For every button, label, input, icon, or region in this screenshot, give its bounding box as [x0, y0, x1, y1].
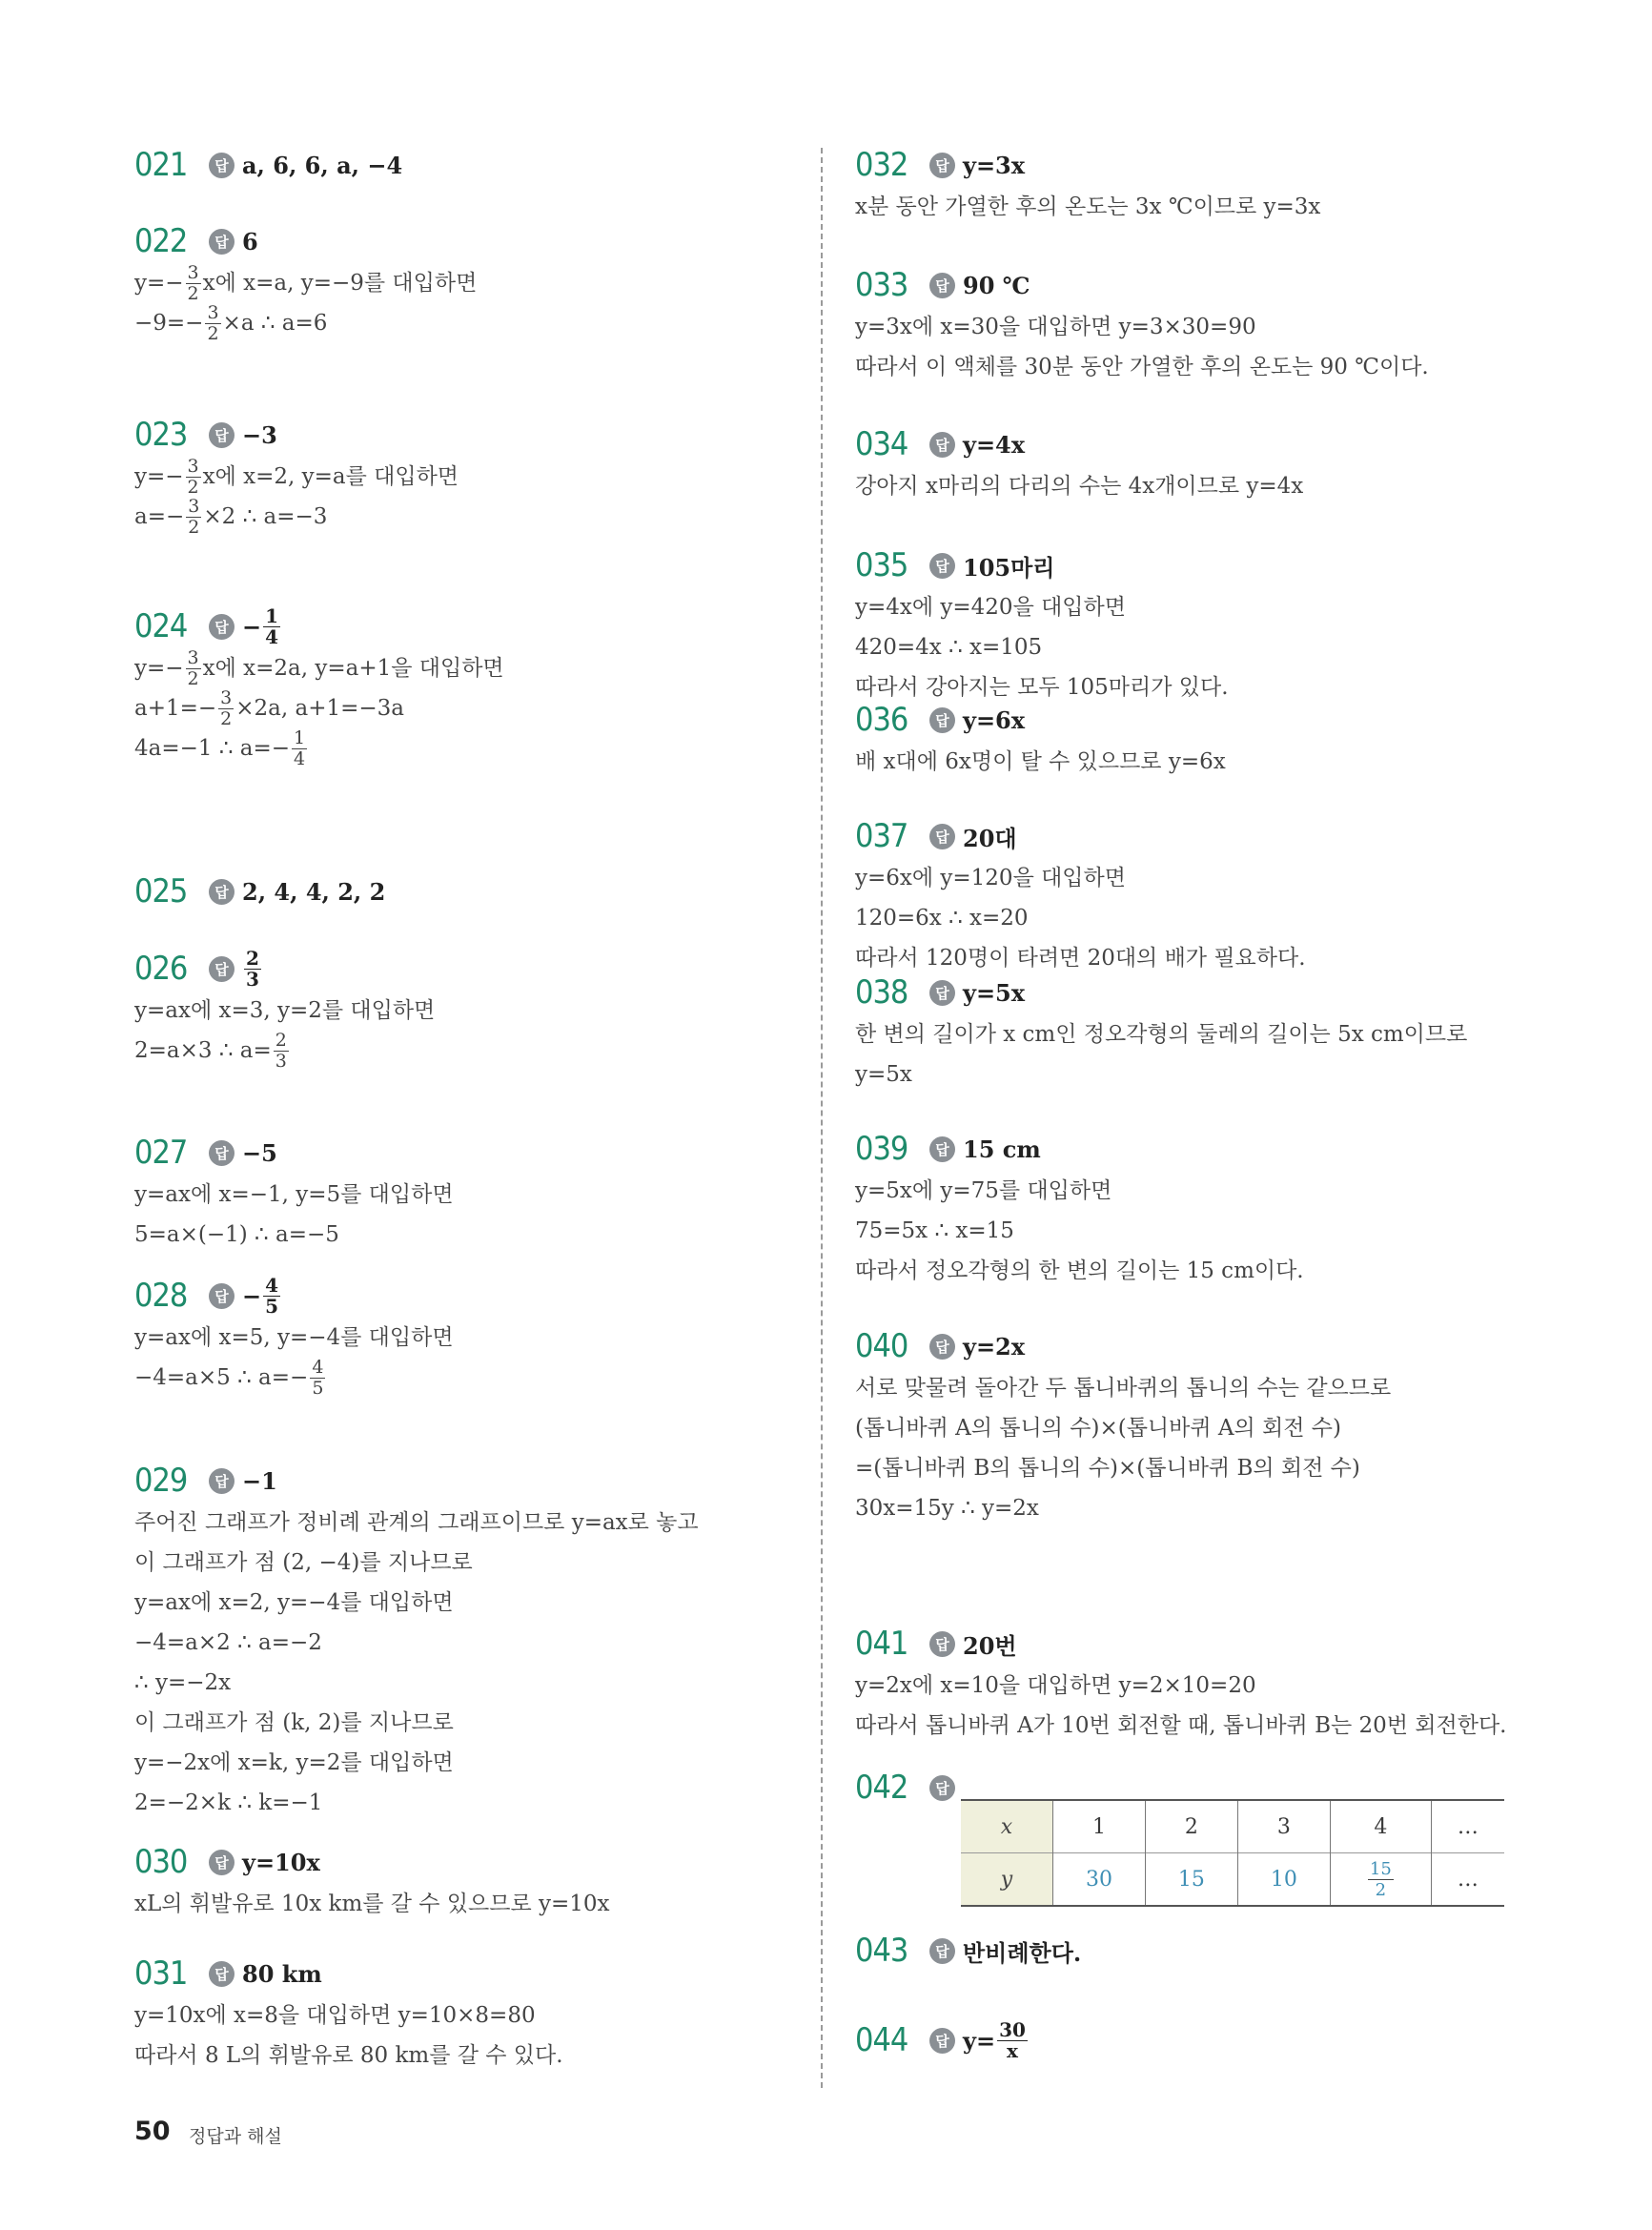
problem-header [855, 1622, 1506, 1666]
answer: 105마리 [963, 553, 1055, 582]
table-cell: 30 [1053, 1853, 1146, 1907]
answer-prefix: − [242, 1281, 262, 1310]
problem-header [855, 143, 1320, 187]
table-cell: 1 [1053, 1800, 1146, 1853]
solution-text: x에 x=2, y=a를 대입하면 [202, 464, 459, 489]
problem-header [134, 1274, 454, 1318]
problem-034 [855, 422, 1303, 506]
table-cell: y [961, 1853, 1053, 1907]
table-row [961, 1800, 1504, 1853]
solution-text: 따라서 8 L의 휘발유로 80 km를 갈 수 있다. [134, 2043, 563, 2068]
fraction-denominator: 2 [220, 707, 233, 729]
solution-line [134, 1583, 699, 1623]
problem-header [134, 413, 459, 457]
solution-text: (톱니바퀴 A의 톱니의 수)×(톱니바퀴 A의 회전 수) [855, 1416, 1341, 1441]
problem-number: 042 [855, 1769, 908, 1807]
problem-026 [134, 947, 435, 1071]
solution-text: y=3x에 x=30을 대입하면 y=3×30=90 [855, 315, 1256, 339]
fraction [263, 1273, 280, 1318]
fraction-denominator: 4 [294, 747, 306, 769]
solution-line [134, 2036, 563, 2076]
solution-line [855, 187, 1320, 227]
problem-037 [855, 814, 1306, 978]
answer [242, 946, 263, 991]
solution-text: 따라서 톱니바퀴 A가 10번 회전할 때, 톱니바퀴 B는 20번 회전한다. [855, 1713, 1507, 1738]
solution-line [855, 1408, 1391, 1448]
solution-line [134, 728, 504, 768]
problem-number: 043 [855, 1932, 908, 1970]
table-cell [1330, 1853, 1431, 1907]
answer-badge-icon: 답 [929, 824, 955, 849]
solution-line [855, 858, 1306, 898]
fraction [186, 648, 201, 689]
fraction-numerator: 1 [294, 726, 306, 748]
solution-text: a+1=− [134, 696, 217, 721]
answer: 90 ℃ [963, 271, 1030, 299]
page-number: 50 [134, 2117, 171, 2146]
fraction-denominator: 3 [246, 967, 259, 991]
problem-number: 035 [855, 546, 908, 584]
problem-number: 029 [134, 1462, 188, 1500]
answer [963, 2017, 1030, 2062]
solution-line [134, 991, 435, 1031]
problem-header [134, 1459, 699, 1503]
answer-badge-icon: 답 [209, 153, 235, 178]
solution-text: y=ax에 x=3, y=2를 대입하면 [134, 998, 436, 1023]
problem-header [855, 1324, 1391, 1368]
problem-number: 030 [134, 1843, 188, 1881]
problem-number: 040 [855, 1327, 908, 1365]
solution-line [855, 1014, 1467, 1054]
solution-line [134, 1503, 699, 1543]
solution-text: x분 동안 가열한 후의 온도는 3x ℃이므로 y=3x [855, 194, 1321, 219]
solution-line [134, 648, 504, 688]
solution-text: y=ax에 x=2, y=−4를 대입하면 [134, 1590, 454, 1615]
problem-header [134, 869, 385, 913]
answer: 반비례한다. [963, 1938, 1082, 1967]
problem-number: 037 [855, 817, 908, 855]
answer: y=2x [963, 1332, 1026, 1361]
fraction-denominator: 2 [187, 476, 199, 498]
fraction [263, 606, 280, 647]
solution-line [134, 1703, 699, 1743]
fraction [186, 457, 201, 498]
solution-line [134, 1884, 610, 1924]
answer-badge-icon: 답 [929, 707, 955, 733]
solution-text: y=ax에 x=−1, y=5를 대입하면 [134, 1182, 454, 1207]
fraction [274, 1031, 289, 1072]
problem-header [134, 1131, 454, 1175]
fraction-denominator: 2 [207, 322, 219, 344]
problem-number: 027 [134, 1134, 188, 1172]
table-cell: 2 [1145, 1800, 1237, 1853]
fraction-numerator: 3 [187, 646, 199, 668]
answer: 80 km [242, 1959, 322, 1988]
solution-text: 따라서 정오각형의 한 변의 길이는 15 cm이다. [855, 1258, 1304, 1283]
answer-badge-icon: 답 [209, 956, 235, 982]
solution-text: −9=− [134, 311, 204, 336]
table-row [961, 1853, 1504, 1907]
solution-text: 강아지 x마리의 다리의 수는 4x개이므로 y=4x [855, 474, 1304, 499]
problem-number: 038 [855, 973, 908, 1012]
solution-text: y=4x에 y=420을 대입하면 [855, 595, 1126, 620]
problem-header [134, 219, 477, 263]
answer: 20대 [963, 824, 1017, 852]
problem-number: 022 [134, 222, 188, 260]
solution-line [855, 1211, 1304, 1251]
solution-text: 2=a×3 ∴ a= [134, 1038, 272, 1063]
fraction-denominator: 2 [1375, 1879, 1387, 1900]
answer-badge-icon: 답 [209, 1850, 235, 1875]
solution-text: y=ax에 x=5, y=−4를 대입하면 [134, 1325, 454, 1350]
answer-badge-icon: 답 [209, 1961, 235, 1987]
solution-text: 서로 맞물려 돌아간 두 톱니바퀴의 톱니의 수는 같으므로 [855, 1376, 1392, 1401]
answer-badge-icon: 답 [929, 2028, 955, 2054]
answer: −1 [242, 1466, 277, 1495]
solution-line [855, 1054, 1467, 1095]
answer: 2, 4, 4, 2, 2 [242, 877, 386, 906]
solution-line [855, 587, 1229, 627]
solution-line [134, 1743, 699, 1783]
answer-badge-icon: 답 [929, 432, 955, 458]
solution-text: y=2x에 x=10을 대입하면 y=2×10=20 [855, 1673, 1256, 1698]
solution-text: 따라서 120명이 타려면 20대의 배가 필요하다. [855, 946, 1306, 971]
solution-line [134, 1783, 699, 1823]
solution-text: y=10x에 x=8을 대입하면 y=10×8=80 [134, 2003, 536, 2028]
solution-text: x에 x=a, y=−9를 대입하면 [202, 271, 478, 296]
fraction [310, 1358, 325, 1399]
table-cell: 15 [1145, 1853, 1237, 1907]
solution-text: ×2a, a+1=−3a [235, 696, 405, 721]
answer: 6 [242, 227, 258, 256]
table-cell: … [1431, 1853, 1504, 1907]
problem-031 [134, 1952, 563, 2076]
solution-line [134, 1031, 435, 1071]
solution-text: 2=−2×k ∴ k=−1 [134, 1790, 323, 1815]
fraction-numerator: 30 [999, 2017, 1026, 2041]
problem-header [134, 1952, 563, 1995]
problem-number: 041 [855, 1625, 908, 1663]
solution-text: 30x=15y ∴ y=2x [855, 1496, 1039, 1521]
solution-text: 주어진 그래프가 정비례 관계의 그래프이므로 y=ax로 놓고 [134, 1510, 699, 1535]
solution-text: ∴ y=−2x [134, 1670, 232, 1695]
problem-header [855, 971, 1467, 1014]
answer-badge-icon: 답 [209, 1283, 235, 1309]
fraction-numerator: 3 [187, 455, 199, 477]
answer-badge-icon: 답 [929, 553, 955, 579]
problem-032 [855, 143, 1320, 227]
problem-header [134, 947, 435, 991]
footer-label: 정답과 해설 [189, 2126, 282, 2147]
problem-025 [134, 869, 385, 913]
problem-number: 034 [855, 425, 908, 463]
solution-line [134, 1175, 454, 1215]
answer-badge-icon: 답 [209, 229, 235, 255]
solution-text: y=− [134, 271, 184, 296]
solution-text: 75=5x ∴ x=15 [855, 1218, 1014, 1243]
answer-prefix: − [242, 612, 262, 641]
problem-number: 025 [134, 872, 188, 910]
answer-badge-icon: 답 [929, 1136, 955, 1162]
solution-text: −4=a×2 ∴ a=−2 [134, 1630, 322, 1655]
solution-line [134, 497, 459, 537]
solution-text: 배 x대에 6x명이 탈 수 있으므로 y=6x [855, 749, 1226, 774]
problem-number: 036 [855, 701, 908, 739]
solution-text: a=− [134, 504, 185, 529]
solution-line [855, 1666, 1506, 1706]
problem-040 [855, 1324, 1391, 1528]
fraction [1368, 1859, 1394, 1900]
fraction-denominator: 5 [265, 1294, 279, 1318]
fraction [244, 946, 261, 991]
solution-line [855, 898, 1306, 938]
problem-number: 023 [134, 416, 188, 454]
problem-number: 031 [134, 1954, 188, 1993]
fraction-denominator: 2 [187, 667, 199, 689]
problem-024 [134, 604, 504, 768]
answer-badge-icon: 답 [929, 1938, 955, 1964]
problem-number: 039 [855, 1130, 908, 1168]
fraction-denominator: 5 [312, 1377, 324, 1399]
solution-line [855, 1488, 1391, 1528]
fraction-denominator: 2 [187, 282, 199, 304]
problem-number: 024 [134, 607, 188, 645]
answer-badge-icon: 답 [209, 422, 235, 448]
solution-line [855, 1171, 1304, 1211]
answer-badge-icon: 답 [929, 1631, 955, 1657]
table-cell: x [961, 1800, 1053, 1853]
answer: y=5x [963, 978, 1026, 1007]
problem-027 [134, 1131, 454, 1255]
problem-header [855, 1766, 963, 1810]
fraction-denominator: 4 [265, 624, 279, 648]
solution-line [855, 742, 1226, 782]
solution-text: y=− [134, 656, 184, 681]
solution-line [134, 1215, 454, 1255]
solution-text: y=− [134, 464, 184, 489]
solution-text: y=5x에 y=75를 대입하면 [855, 1178, 1112, 1203]
solution-text: y=5x [855, 1062, 912, 1087]
fraction-numerator: 4 [312, 1356, 324, 1378]
problem-041 [855, 1622, 1506, 1746]
solution-text: ×a ∴ a=6 [222, 311, 328, 336]
problem-036 [855, 698, 1226, 782]
solution-line [855, 1368, 1391, 1408]
fraction [186, 263, 201, 304]
answer-badge-icon: 답 [929, 980, 955, 1006]
problem-header [134, 1840, 610, 1884]
problem-number: 021 [134, 146, 188, 184]
solution-text: =(톱니바퀴 B의 톱니의 수)×(톱니바퀴 B의 회전 수) [855, 1456, 1360, 1481]
answer: 15 cm [963, 1135, 1041, 1163]
solution-text: y=6x에 y=120을 대입하면 [855, 866, 1126, 890]
problem-header [855, 263, 1429, 307]
fraction-numerator: 3 [220, 686, 233, 708]
problem-number: 044 [855, 2021, 908, 2059]
answer: y=10x [242, 1848, 320, 1876]
solution-line [855, 1448, 1391, 1488]
fraction [186, 497, 201, 538]
solution-text: 따라서 이 액체를 30분 동안 가열한 후의 온도는 90 ℃이다. [855, 355, 1429, 379]
solution-line [134, 1358, 454, 1398]
fraction-numerator: 2 [246, 946, 259, 970]
solution-line [855, 627, 1229, 667]
problem-header [855, 543, 1229, 587]
table-042 [961, 1799, 1504, 1907]
answer-badge-icon: 답 [929, 153, 955, 178]
solution-text: ×2 ∴ a=−3 [203, 504, 328, 529]
fraction [205, 303, 220, 344]
problem-header [855, 698, 1226, 742]
problem-035 [855, 543, 1229, 707]
problem-038 [855, 971, 1467, 1095]
problem-021 [134, 143, 402, 187]
solution-line [134, 1623, 699, 1663]
solution-line [134, 1543, 699, 1583]
problem-029 [134, 1459, 699, 1823]
fraction-numerator: 3 [187, 261, 199, 283]
problem-header [134, 604, 504, 648]
problem-header [855, 422, 1303, 466]
solution-text: 4a=−1 ∴ a=− [134, 736, 291, 761]
fraction-numerator: 3 [188, 495, 200, 517]
answer-prefix: y= [963, 2026, 996, 2055]
answer: y=3x [963, 151, 1026, 179]
table-cell: 10 [1237, 1853, 1330, 1907]
answer-badge-icon: 답 [209, 1140, 235, 1166]
problem-number: 026 [134, 950, 188, 988]
problem-number: 032 [855, 146, 908, 184]
solution-line [134, 263, 477, 303]
answer: y=6x [963, 706, 1026, 734]
fraction-numerator: 15 [1369, 1858, 1392, 1879]
problem-039 [855, 1127, 1304, 1291]
column-divider [821, 148, 823, 2088]
answer: a, 6, 6, a, −4 [242, 151, 403, 179]
answer-badge-icon: 답 [209, 1468, 235, 1494]
problem-044 [855, 2018, 1030, 2062]
answer [242, 606, 282, 647]
solution-line [855, 347, 1429, 387]
table-cell: 4 [1330, 1800, 1431, 1853]
solution-line [134, 303, 477, 343]
answer-badge-icon: 답 [929, 273, 955, 298]
solution-line [134, 688, 504, 728]
problem-number: 033 [855, 266, 908, 304]
answer-badge-icon: 답 [929, 1334, 955, 1360]
problem-033 [855, 263, 1429, 387]
solution-line [855, 466, 1303, 506]
solution-line [855, 1251, 1304, 1291]
solution-text: 420=4x ∴ x=105 [855, 635, 1043, 660]
fraction-numerator: 3 [207, 301, 219, 323]
fraction-numerator: 4 [265, 1273, 279, 1297]
problem-header [855, 2018, 1030, 2062]
solution-text: 따라서 강아지는 모두 105마리가 있다. [855, 675, 1229, 700]
solution-text: 이 그래프가 점 (2, −4)를 지나므로 [134, 1550, 473, 1575]
solution-line [134, 1663, 699, 1703]
problem-number: 028 [134, 1277, 188, 1315]
problem-043 [855, 1929, 1081, 1973]
solution-text: xL의 휘발유로 10x km를 갈 수 있으므로 y=10x [134, 1892, 610, 1916]
fraction [292, 728, 307, 769]
solution-line [855, 1706, 1506, 1746]
table-cell: … [1431, 1800, 1504, 1853]
answer-badge-icon: 답 [209, 614, 235, 640]
solution-text: −4=a×5 ∴ a=− [134, 1365, 309, 1390]
problem-023 [134, 413, 459, 537]
solution-text: 120=6x ∴ x=20 [855, 906, 1029, 931]
table-cell: 3 [1237, 1800, 1330, 1853]
problem-header [134, 143, 402, 187]
solution-line [855, 307, 1429, 347]
problem-header [855, 1127, 1304, 1171]
answer: y=4x [963, 430, 1026, 459]
fraction-numerator: 1 [265, 604, 279, 627]
fraction [997, 2017, 1028, 2062]
answer-badge-icon: 답 [209, 879, 235, 905]
fraction-numerator: 2 [275, 1029, 287, 1051]
solution-text: x에 x=2a, y=a+1을 대입하면 [202, 656, 504, 681]
problem-header [855, 1929, 1081, 1973]
answer: −5 [242, 1138, 277, 1167]
answer: −3 [242, 420, 277, 449]
problem-header [855, 814, 1306, 858]
solution-text: y=−2x에 x=k, y=2를 대입하면 [134, 1750, 454, 1775]
solution-text: 한 변의 길이가 x cm인 정오각형의 둘레의 길이는 5x cm이므로 [855, 1022, 1468, 1047]
problem-022 [134, 219, 477, 343]
solution-text: 이 그래프가 점 (k, 2)를 지나므로 [134, 1710, 454, 1735]
problem-042 [855, 1766, 963, 1810]
solution-line [134, 1995, 563, 2036]
solution-text: 5=a×(−1) ∴ a=−5 [134, 1222, 339, 1247]
answer [242, 1273, 282, 1318]
solution-line [134, 1318, 454, 1358]
answer-badge-icon: 답 [929, 1775, 955, 1801]
fraction-denominator: 2 [188, 516, 200, 538]
fraction-denominator: x [1007, 2038, 1018, 2062]
solution-line [134, 457, 459, 497]
fraction-denominator: 3 [275, 1050, 287, 1072]
problem-030 [134, 1840, 610, 1924]
answer: 20번 [963, 1631, 1017, 1660]
problem-028 [134, 1274, 454, 1398]
fraction [218, 688, 234, 729]
